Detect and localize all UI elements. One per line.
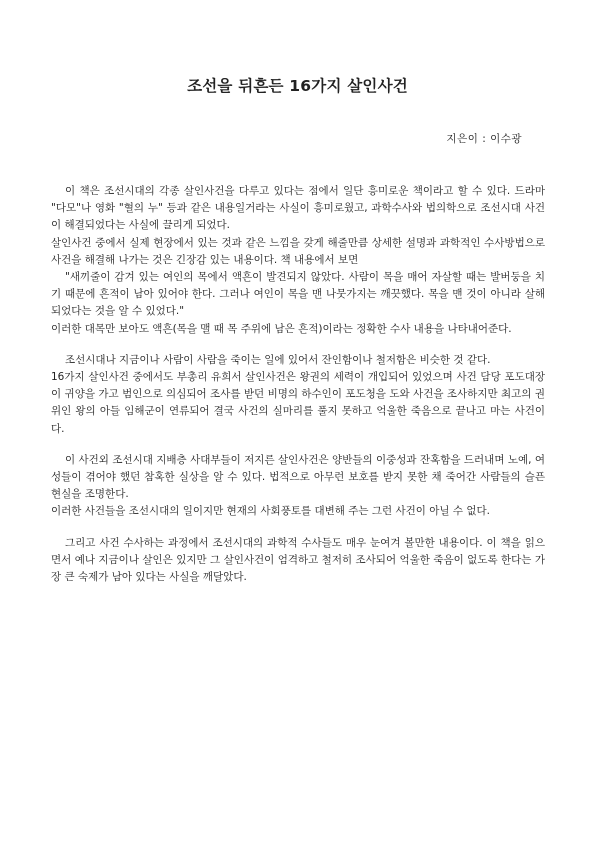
paragraph: 살인사건 중에서 실제 현장에서 있는 것과 같은 느낌을 갖게 해줄만큼 상세한 설명과 과학적인 수사방법으로 사건을 해결해 나가는 것은 긴장감 있는 내용이다. 책 내용에서 보면	[51, 236, 545, 266]
paragraph: 이러한 사건들을 조선시대의 일이지만 현재의 사회풍토를 대변해 주는 그런 사건이 아닐 수 없다.	[51, 505, 490, 518]
document-body	[51, 183, 545, 586]
quote-paragraph: "새끼줄이 감겨 있는 여인의 목에서 액흔이 발견되지 않았다. 사람이 목을 매어 자살할 때는 발버둥을 치기 때문에 흔적이 남아 있어야 한다. 그러나 여인이 목을 맨 나뭇가지는 깨끗했다. 목을 맨 것이 아니라 살해되었다는 것을 알 수 있었다."	[51, 271, 545, 318]
paragraph: 그리고 사건 수사하는 과정에서 조선시대의 과학적 수사들도 매우 눈여겨 볼만한 내용이다. 이 책을 읽으면서 예나 지금이나 살인은 있지만 그 살인사건이 엄격하고 철저히 조사되어 억울한 죽음이 없도록 한다는 가장 큰 숙제가 남아 있다는 사실을 깨달았다.	[51, 536, 545, 584]
paragraph-gap	[51, 338, 545, 352]
paragraph: 조선시대나 지금이나 사람이 사람을 죽이는 일에 있어서 잔인함이나 철저함은 비슷한 것 같다.	[65, 353, 491, 366]
paragraph: 16가지 살인사건 중에서도 부총리 유희서 살인사건은 왕권의 세력이 개입되어 있었으며 사건 담당 포도대장이 귀양을 가고 범인으로 의심되어 조사를 받던 비명의 하수인이 포도청을 도와 사건을 조사하지만 최고의 권위인 왕의 아들 임해군이 연류되어 결국 사건의 실마리를 풀지 못하고 억울한 죽음으로 끝나고 마는 사건이다.	[51, 371, 545, 435]
paragraph-gap	[51, 438, 545, 452]
author-line: 지은이 : 이수광	[446, 133, 522, 145]
document-title: 조선을 뒤흔든 16가지 살인사건	[187, 77, 408, 95]
paragraph-gap	[51, 521, 545, 535]
paragraph: 이러한 대목만 보아도 액흔(목을 맬 때 목 주위에 남은 흔적)이라는 정확한 수사 내용을 나타내어준다.	[51, 322, 512, 335]
paragraph: 이 사건외 조선시대 지배층 사대부들이 저지른 살인사건은 양반들의 이중성과 잔혹함을 드러내며 노예, 여성들이 겪어야 했던 참혹한 실상을 알 수 있다. 법적으로 아무런 보호를 받지 못한 채 죽어간 사람들의 슬픈 현실을 조명한다.	[51, 453, 545, 501]
paragraph: 이 책은 조선시대의 각종 살인사건을 다루고 있다는 점에서 일단 흥미로운 책이라고 할 수 있다. 드라마 "다모"나 영화 "혈의 누" 등과 같은 내용일거라는 사실이 흥미로웠고, 과학수사와 법의학으로 조선시대 사건이 해결되었다는 사실에 끌리게 되었다.	[51, 185, 545, 232]
